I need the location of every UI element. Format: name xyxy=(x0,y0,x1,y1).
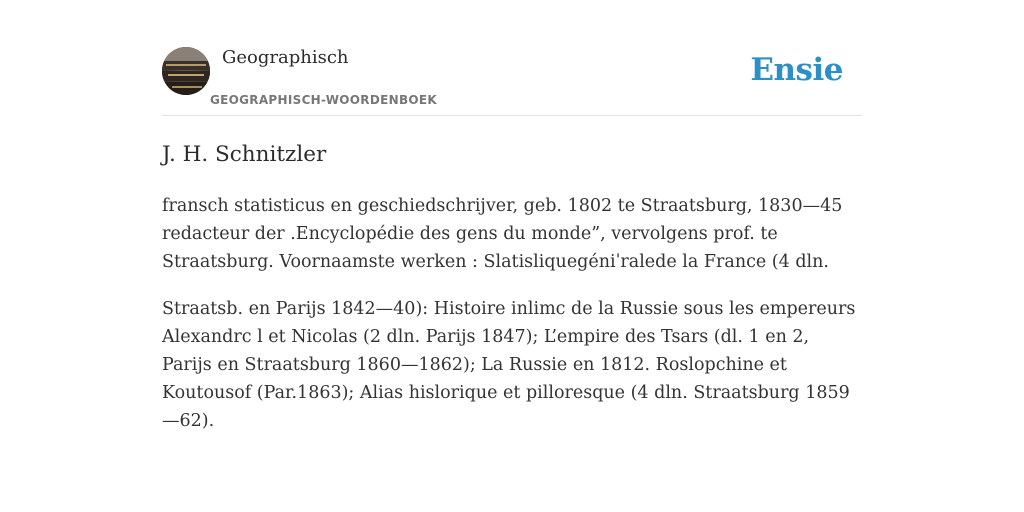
entry-paragraph: fransch statisticus en geschiedschrijver, geb. 1802 te Straatsburg, 1830—45 redacteur der .Encyclopédie des gens du monde”, vervolgens prof. te Straatsburg. Voornaamste werken : Slatisliquegéniˈralede la France (4 dln. xyxy=(162,196,843,272)
entry-paragraph: Straatsb. en Parijs 1842—40): Histoire inlimc de la Russie sous les empereurs Alexandrc l et Nicolas (2 dln. Parijs 1847); L’empire des Tsars (dl. 1 en 2, Parijs en Straatsburg 1860—1862); La Russie en 1812. Roslopchine et Koutousof (Par.1863); Alias hislorique et pilloresque (4 dln. Straatsburg 1859—62). xyxy=(162,299,856,431)
entry-body xyxy=(162,192,862,454)
brand-logo[interactable]: Ensie xyxy=(750,52,843,88)
source-title[interactable]: Geographisch xyxy=(222,47,349,68)
entry-title: J. H. Schnitzler xyxy=(162,142,327,167)
source-avatar[interactable] xyxy=(162,47,210,95)
books-image xyxy=(162,47,210,95)
source-subtitle[interactable]: GEOGRAPHISCH-WOORDENBOEK xyxy=(210,93,437,107)
source-header xyxy=(162,44,862,116)
